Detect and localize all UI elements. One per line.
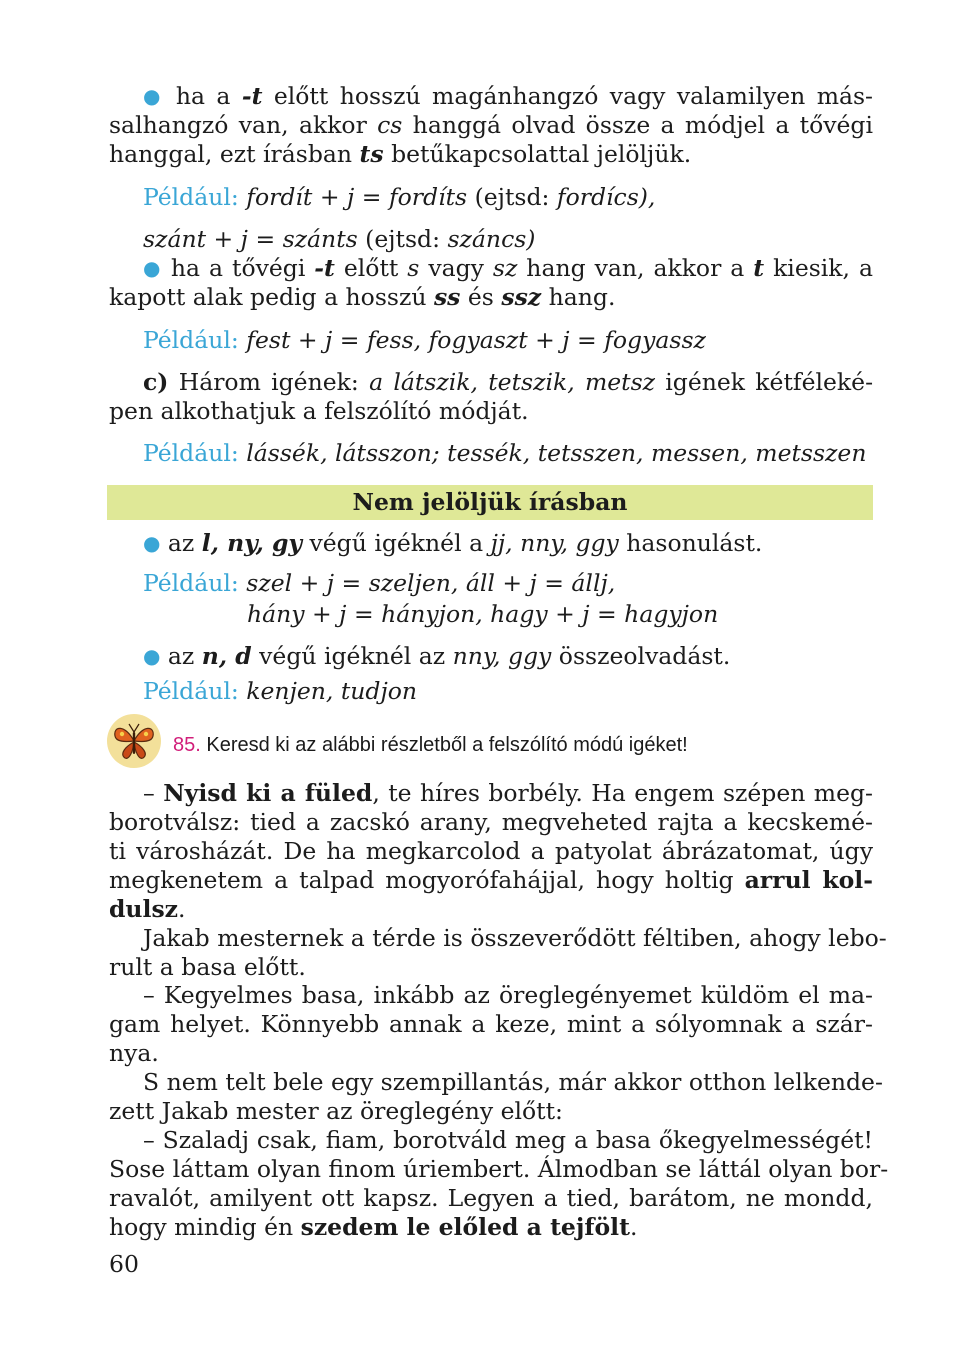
text-line [143, 529, 873, 558]
text-span: ss [433, 283, 461, 311]
text-span: Sose láttam olyan finom úriembert. Álmodban se láttál olyan bor- [109, 1155, 889, 1183]
text-span: dulsz [109, 895, 179, 923]
text-span: ha a [175, 82, 242, 110]
story-line [143, 1126, 873, 1155]
story-line [143, 924, 887, 953]
story-line [109, 1039, 873, 1068]
text-span: az [160, 529, 202, 557]
example-label: Például: [143, 569, 239, 597]
text-span: zett Jakab mester az öreglegény előtt: [109, 1097, 563, 1125]
story-line [109, 1155, 889, 1184]
butterfly-icon-graphic [107, 714, 161, 768]
text-span: borotválsz: tied a zacskó arany, megveheted rajta a kecskemé- [109, 808, 873, 836]
text-span: , te híres borbély. Ha engem szépen meg- [372, 779, 873, 807]
text-span: = [247, 225, 283, 253]
text-span: összeolvadást. [551, 642, 731, 670]
example-label: Például: [143, 677, 239, 705]
text-span: l, ny, gy [201, 529, 303, 557]
text-span: ti városházát. De ha megkarcolod a patyolat ábrázatomat, úgy [109, 837, 873, 865]
text-span: szánts [282, 225, 358, 253]
text-span: salhangzó van, akkor [109, 111, 378, 139]
text-span: kiesik, a [764, 254, 873, 282]
story-line [143, 1068, 883, 1097]
text-span: előtt [334, 254, 408, 282]
example-line [143, 677, 873, 706]
task-text: Keresd ki az alábbi részletből a felszólító módú igéket! [200, 734, 688, 756]
text-span: megkenetem a talpad mogyorófahájjal, hogy holtig [109, 866, 745, 894]
section-title: Nem jelöljük írásban [352, 488, 628, 516]
text-span: végű igéknél a [302, 529, 491, 557]
text-span: -t [314, 254, 335, 282]
text-span: hanggal, ezt írásban [109, 140, 360, 168]
bullet-icon: ● [143, 644, 161, 668]
story-line [143, 779, 873, 808]
text-span: fordít [238, 183, 313, 211]
text-span: j [240, 225, 248, 253]
text-span: igének kétféleké- [655, 368, 874, 396]
text-span: jj, nny, ggy [490, 529, 619, 557]
text-line [143, 642, 873, 671]
text-span: gam helyet. Könnyebb annak a keze, mint a sólyomnak a szár- [109, 1010, 873, 1038]
text-span: hogy mindig én [109, 1213, 301, 1241]
text-span: (ejtsd: [467, 183, 557, 211]
text-span: fordíts [388, 183, 468, 211]
text-line [109, 140, 873, 169]
text-span: = [354, 183, 389, 211]
text-span: S nem telt bele egy szempillantás, már akkor otthon lelkende- [143, 1068, 883, 1096]
text-span: -t [241, 82, 263, 110]
example-line [143, 439, 873, 468]
example-label: Például: [143, 183, 239, 211]
text-span: pen alkothatjuk a felszólító módját. [109, 397, 529, 425]
text-span: Nyisd ki a füled [163, 779, 373, 807]
text-line [143, 368, 873, 397]
text-span: a látszik, tetszik, metsz [369, 368, 656, 396]
text-span: nya. [109, 1039, 159, 1067]
story-line [109, 1097, 873, 1126]
text-span: hasonulást. [618, 529, 763, 557]
text-span: szánt [143, 225, 207, 253]
text-span: arrul kol- [744, 866, 873, 894]
story-line [109, 837, 873, 866]
text-span: ravalót, amilyent ott kapsz. Legyen a tied, barátom, ne mondd, [109, 1184, 873, 1212]
text-span: kapott alak pedig a hosszú [109, 283, 434, 311]
butterfly-icon [107, 714, 161, 768]
example-label: Például: [143, 326, 239, 354]
text-span: sz [492, 254, 518, 282]
story-line [109, 1010, 873, 1039]
bullet-icon: ● [143, 256, 162, 280]
text-span: fordícs), [556, 183, 656, 211]
text-span: n, d [201, 642, 252, 670]
text-span: száncs) [447, 225, 536, 253]
text-span: hang van, akkor a [517, 254, 754, 282]
text-span: – [143, 779, 164, 807]
text-span: ts [359, 140, 384, 168]
story-line [109, 1184, 873, 1213]
text-span: cs [377, 111, 403, 139]
text-span: j [347, 183, 355, 211]
text-span: lássék, látsszon; tessék, tetsszen, messen, metsszen [238, 439, 867, 467]
text-span: betűkapcsolattal jelöljük. [383, 140, 692, 168]
text-span: Három igének: [168, 368, 370, 396]
example-line [143, 183, 873, 212]
text-span: t [753, 254, 765, 282]
story-line [109, 895, 873, 924]
example-line [143, 326, 873, 355]
story-line [109, 808, 873, 837]
text-span: . [178, 895, 186, 923]
text-span: Jakab mesternek a térde is összeverődött féltiben, ahogy lebo- [143, 924, 887, 952]
story-line [109, 953, 873, 982]
bullet-icon: ● [143, 531, 161, 555]
text-span: előtt hosszú magánhangzó vagy valamilyen más- [262, 82, 873, 110]
text-span: – Szaladj csak, fiam, borotváld meg a basa őkegyelmességét! [143, 1126, 873, 1154]
text-span: + [312, 183, 348, 211]
task-prompt [173, 732, 688, 758]
text-line [109, 111, 873, 140]
text-span: kenjen, tudjon [238, 677, 418, 705]
text-span: (ejtsd: [357, 225, 448, 253]
text-span: rult a basa előtt. [109, 953, 306, 981]
text-span: szel + j = szeljen, áll + j = állj, [238, 569, 616, 597]
text-span: az [160, 642, 202, 670]
story-line [109, 866, 873, 895]
text-span: c) [143, 368, 169, 396]
text-line [109, 397, 873, 426]
text-span: – Kegyelmes basa, inkább az öreglegényemet küldöm el ma- [143, 981, 873, 1009]
text-span: nny, ggy [452, 642, 552, 670]
page-number: 60 [109, 1250, 139, 1278]
text-span: hang. [541, 283, 616, 311]
example-line [247, 600, 873, 629]
story-line [109, 1213, 873, 1242]
text-span: szedem le előled a tejfölt [300, 1213, 630, 1241]
text-span: + [206, 225, 241, 253]
text-line [109, 283, 873, 312]
example-line [143, 225, 873, 254]
text-line [143, 82, 873, 111]
text-line [143, 254, 873, 283]
text-span: hanggá olvad össze a módjel a tővégi [402, 111, 873, 139]
text-span: hány + j = hányjon, hagy + j = hagyjon [247, 600, 719, 628]
bullet-icon: ● [143, 84, 165, 108]
example-label: Például: [143, 439, 239, 467]
example-line [143, 569, 873, 598]
text-span: és [460, 283, 502, 311]
text-span: . [629, 1213, 638, 1241]
story-line [143, 981, 873, 1010]
task-number: 85. [173, 734, 201, 756]
text-span: ha a tővégi [170, 254, 315, 282]
text-span: végű igéknél az [251, 642, 453, 670]
text-span: vagy [419, 254, 493, 282]
text-span: fest + j = fess, fogyaszt + j = fogyassz [238, 326, 706, 354]
text-span: ssz [501, 283, 542, 311]
text-span: s [407, 254, 420, 282]
